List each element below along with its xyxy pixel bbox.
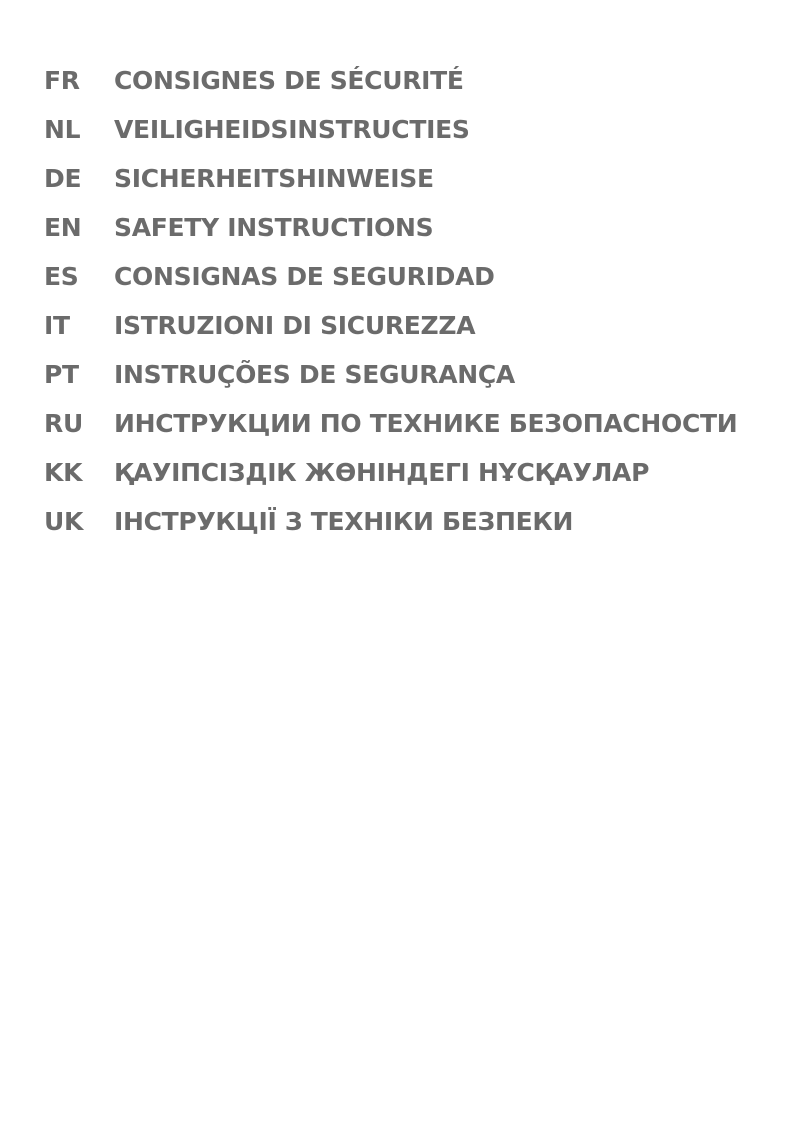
language-title: ISTRUZIONI DI SICUREZZA (114, 311, 476, 340)
language-code: PT (44, 360, 79, 389)
language-code: UK (44, 507, 84, 536)
language-code: ES (44, 262, 79, 291)
language-title: VEILIGHEIDSINSTRUCTIES (114, 115, 470, 144)
language-title: SICHERHEITSHINWEISE (114, 164, 434, 193)
language-title: CONSIGNES DE SÉCURITÉ (114, 66, 464, 95)
language-title: ҚАУІПСІЗДІК ЖӨНІНДЕГІ НҰСҚАУЛАР (114, 458, 650, 487)
language-row-kk (44, 448, 784, 497)
language-title: ИНСТРУКЦИИ ПО ТЕХНИКЕ БЕЗОПАСНОСТИ (114, 409, 738, 438)
language-title: ІНСТРУКЦІЇ З ТЕХНІКИ БЕЗПЕКИ (114, 507, 574, 536)
language-row-ru (44, 399, 784, 448)
language-row-nl (44, 105, 784, 154)
language-row-fr (44, 56, 784, 105)
language-row-it (44, 301, 784, 350)
language-title: SAFETY INSTRUCTIONS (114, 213, 434, 242)
language-index-list (44, 56, 784, 546)
language-row-pt (44, 350, 784, 399)
language-code: FR (44, 66, 80, 95)
language-code: IT (44, 311, 70, 340)
language-title: INSTRUÇÕES DE SEGURANÇA (114, 360, 515, 389)
language-code: KK (44, 458, 83, 487)
language-code: EN (44, 213, 82, 242)
language-row-en (44, 203, 784, 252)
language-code: NL (44, 115, 81, 144)
language-row-uk (44, 497, 784, 546)
language-row-de (44, 154, 784, 203)
language-code: DE (44, 164, 82, 193)
language-title: CONSIGNAS DE SEGURIDAD (114, 262, 495, 291)
language-code: RU (44, 409, 83, 438)
language-row-es (44, 252, 784, 301)
